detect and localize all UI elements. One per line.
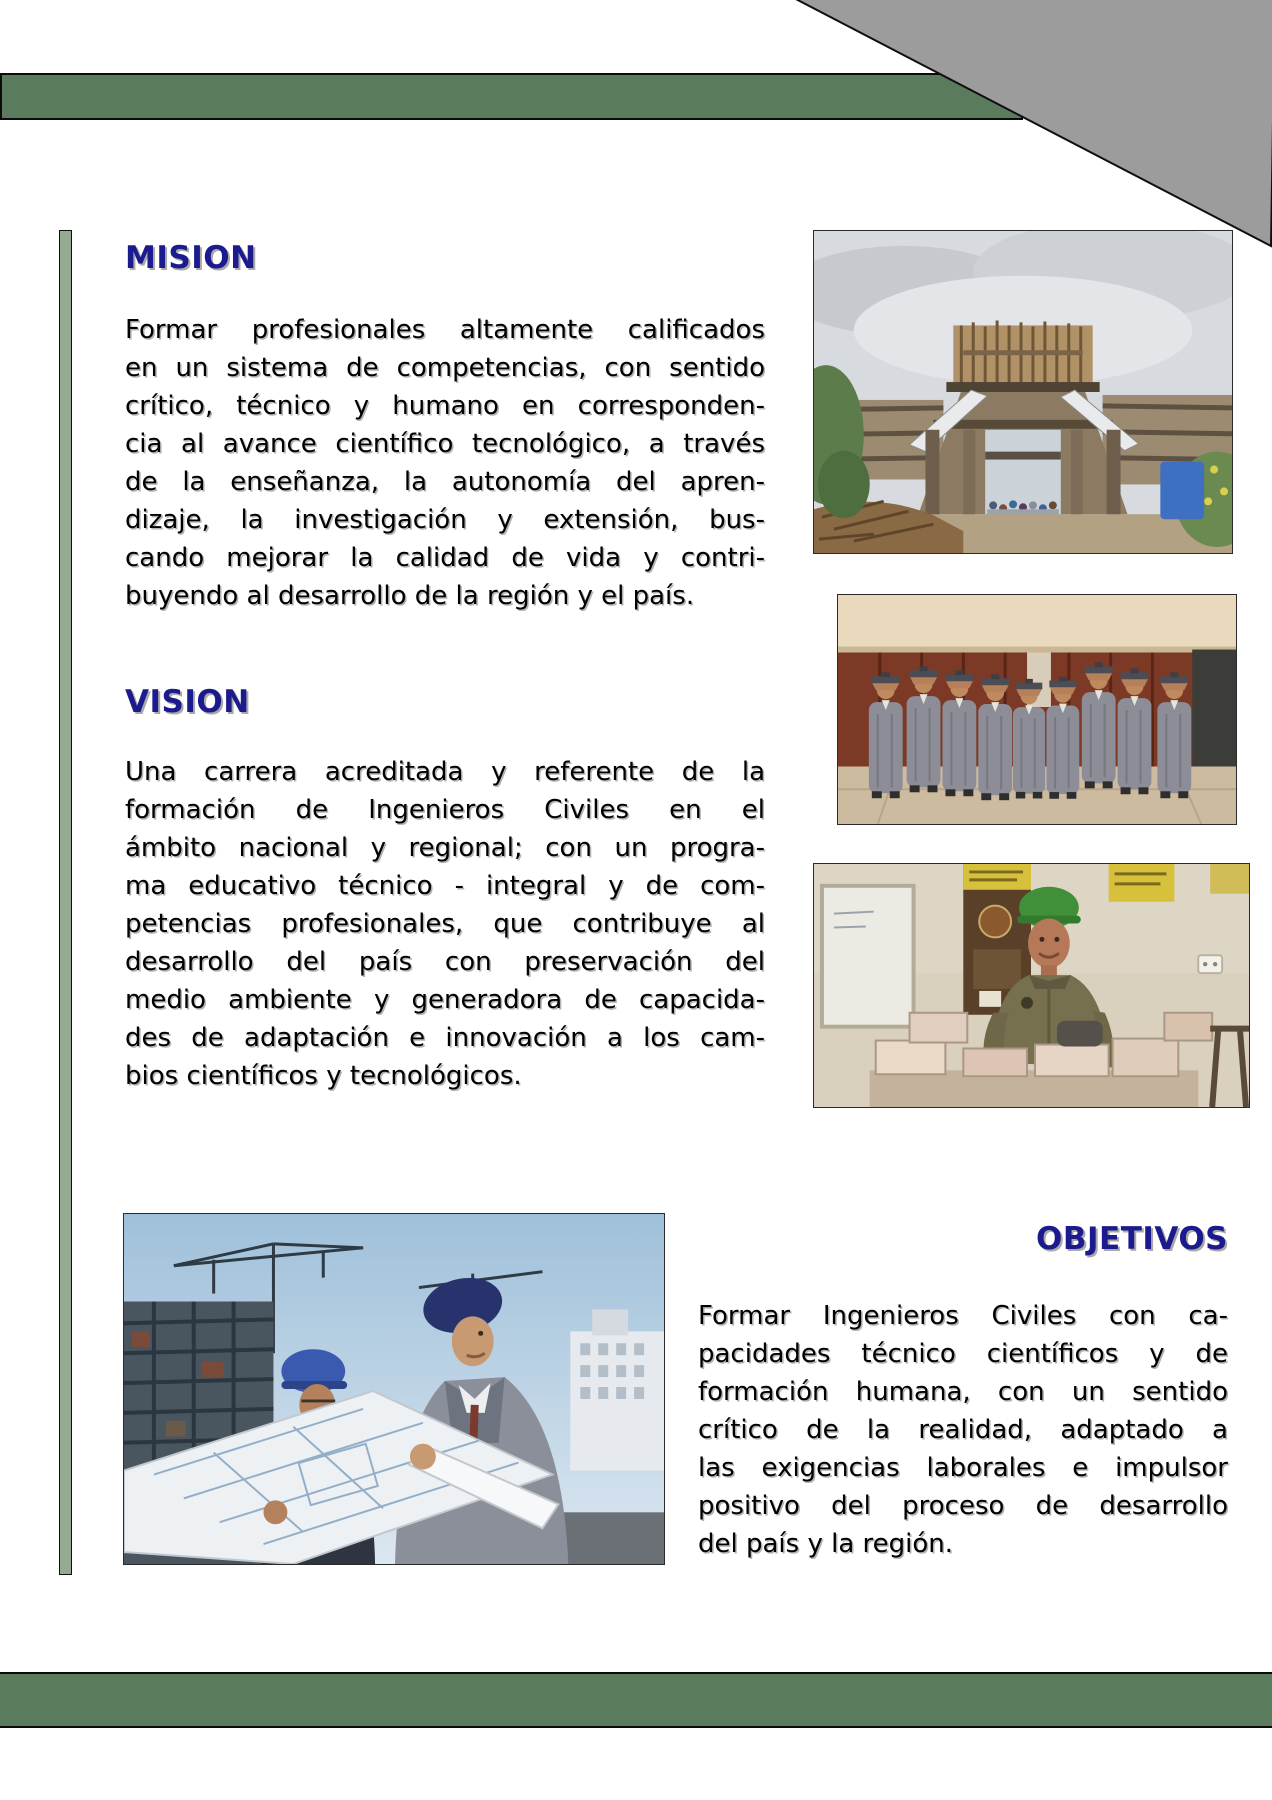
vision-line: bios científicos y tecnológicos. <box>125 1061 522 1091</box>
mision-line: cando mejorar la calidad de vida y contri- <box>125 543 765 573</box>
corner-triangle <box>0 0 1272 260</box>
vision-paragraph <box>125 753 765 1095</box>
blue-tarp <box>1160 462 1204 520</box>
vision-line: Una carrera acreditada y referente de la <box>125 757 765 787</box>
mision-paragraph <box>125 311 765 615</box>
vision-line: petencias profesionales, que contribuye al <box>125 909 765 939</box>
badge <box>1021 997 1033 1009</box>
objetivos-line: crítico de la realidad, adaptado a <box>698 1415 1228 1445</box>
engineers-photo <box>123 1213 665 1565</box>
objetivos-line: formación humana, con un sentido <box>698 1377 1228 1407</box>
hand <box>263 1500 287 1524</box>
mision-line: cia al avance científico tecnológico, a través <box>125 429 765 459</box>
mision-line: dizaje, la investigación y extensión, bus- <box>125 505 765 535</box>
graduates-photo <box>837 594 1237 825</box>
vision-line: formación de Ingenieros Civiles en el <box>125 795 765 825</box>
top-green-bar <box>0 73 1023 120</box>
objetivos-line: las exigencias laborales e impulsor <box>698 1453 1228 1483</box>
mision-line: buyendo al desarrollo de la región y el país. <box>125 581 695 611</box>
objetivos-line: Formar Ingenieros Civiles con ca- <box>698 1301 1228 1331</box>
objetivos-heading: OBJETIVOS <box>1036 1221 1228 1257</box>
mision-line: de la enseñanza, la autonomía del apren- <box>125 467 765 497</box>
objetivos-line: positivo del proceso de desarrollo <box>698 1491 1228 1521</box>
vision-heading: VISION <box>125 684 250 720</box>
vision-line: medio ambiente y generadora de capacida- <box>125 985 765 1015</box>
vision-line: des de adaptación e innovación a los cam- <box>125 1023 765 1053</box>
mision-line: crítico, técnico y humano en corresponden- <box>125 391 765 421</box>
vision-line: desarrollo del país con preservación del <box>125 947 765 977</box>
whiteboard <box>822 886 914 1027</box>
objetivos-paragraph <box>698 1297 1228 1563</box>
mision-line: Formar profesionales altamente calificados <box>125 315 765 345</box>
dark-board <box>1192 650 1236 767</box>
bottom-green-bar <box>0 1672 1272 1728</box>
mision-heading: MISION <box>125 240 257 276</box>
mision-line: en un sistema de competencias, con sentido <box>125 353 765 383</box>
objetivos-line: del país y la región. <box>698 1529 954 1559</box>
hand <box>410 1444 436 1470</box>
vision-line: ámbito nacional y regional; con un progra- <box>125 833 765 863</box>
left-green-rule <box>59 230 72 1575</box>
objetivos-line: pacidades técnico científicos y de <box>698 1339 1228 1369</box>
vision-line: ma educativo técnico - integral y de com- <box>125 871 765 901</box>
white-building <box>570 1309 664 1470</box>
construction-photo <box>813 230 1233 554</box>
builder-photo <box>813 863 1250 1108</box>
brick-mold <box>1057 1021 1103 1047</box>
